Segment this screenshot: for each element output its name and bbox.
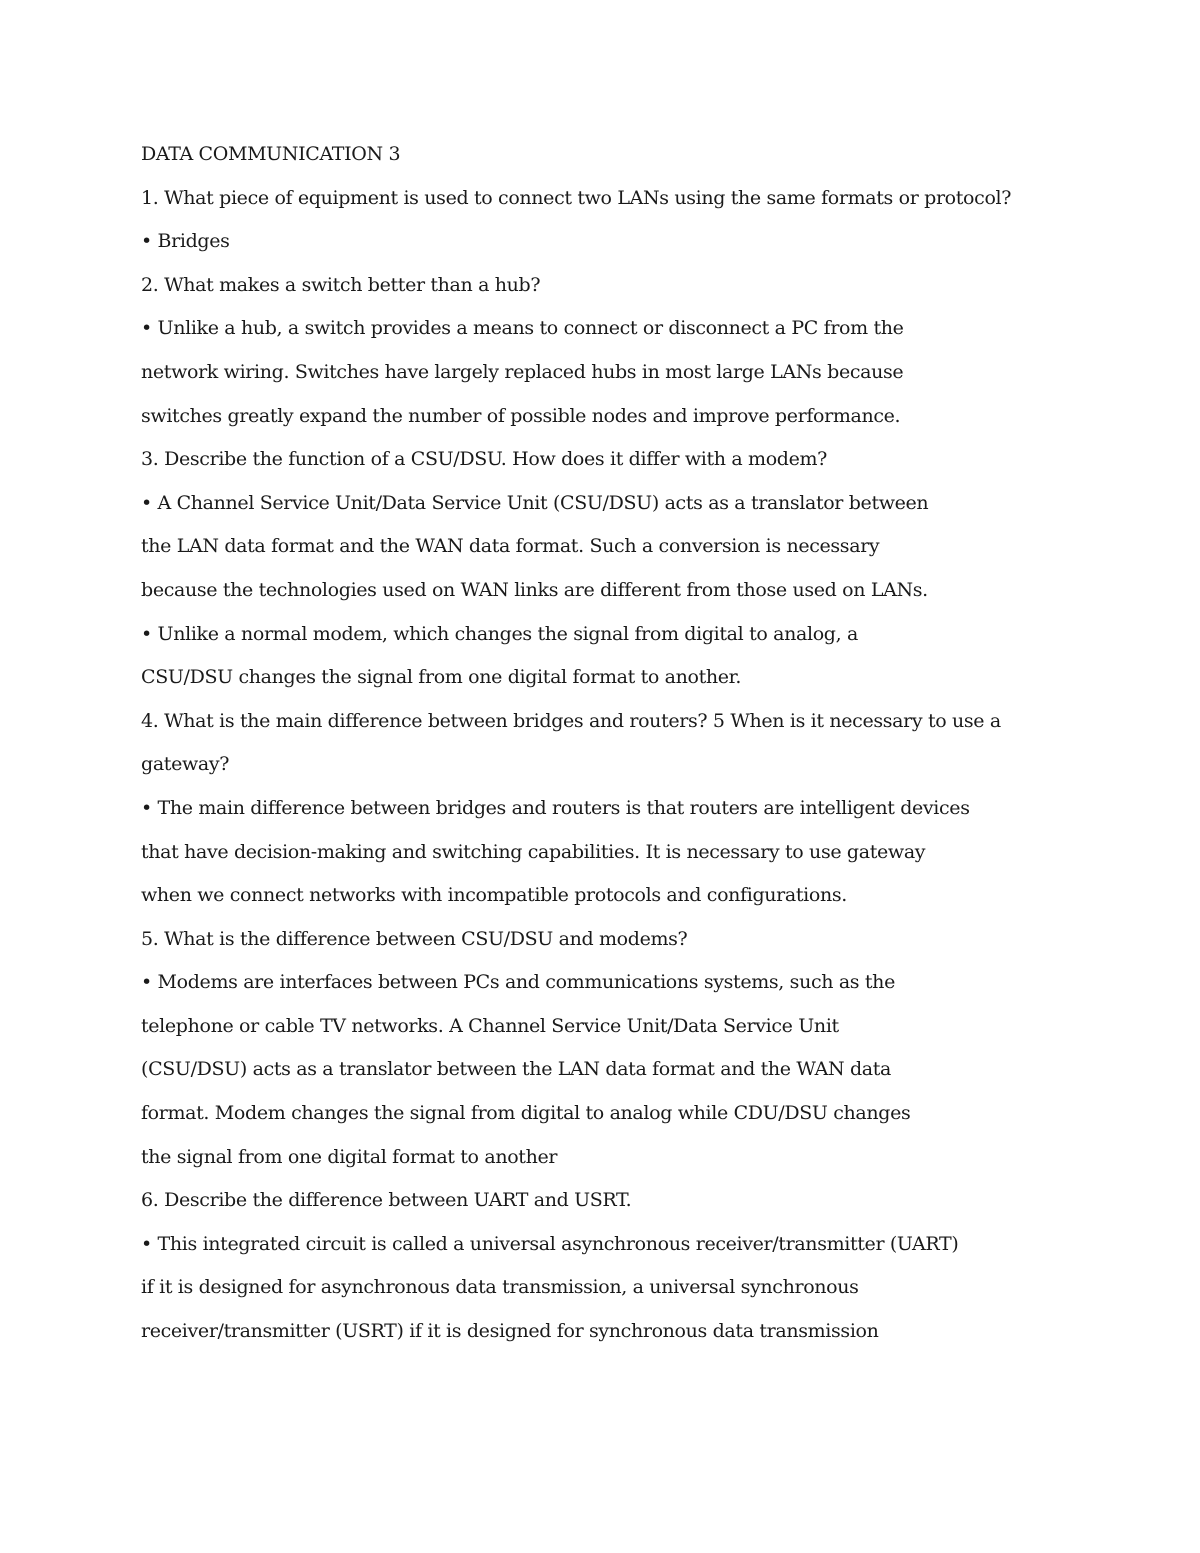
question-3: 3. Describe the function of a CSU/DSU. How does it differ with a modem? [141, 448, 828, 471]
question-6: 6. Describe the difference between UART and USRT. [141, 1189, 632, 1212]
document-body [141, 133, 1101, 1354]
answer-3-line-5: CSU/DSU changes the signal from one digital format to another. [141, 666, 742, 689]
question-1: 1. What piece of equipment is used to connect two LANs using the same formats or protocol? [141, 186, 1012, 209]
answer-1: • Bridges [141, 230, 230, 253]
answer-5-line-2: telephone or cable TV networks. A Channel Service Unit/Data Service Unit [141, 1014, 839, 1037]
answer-2-line-3: switches greatly expand the number of possible nodes and improve performance. [141, 404, 901, 427]
answer-3-line-4: • Unlike a normal modem, which changes the signal from digital to analog, a [141, 622, 858, 645]
answer-5-line-3: (CSU/DSU) acts as a translator between the LAN data format and the WAN data [141, 1058, 891, 1081]
answer-3-line-3: because the technologies used on WAN links are different from those used on LANs. [141, 578, 928, 601]
answer-3-line-1: • A Channel Service Unit/Data Service Unit (CSU/DSU) acts as a translator between [141, 491, 929, 514]
answer-4-line-3: when we connect networks with incompatible protocols and configurations. [141, 884, 847, 907]
answer-4-line-2: that have decision-making and switching capabilities. It is necessary to use gateway [141, 840, 926, 863]
question-2: 2. What makes a switch better than a hub? [141, 273, 541, 296]
question-4-line-1: 4. What is the main difference between bridges and routers? 5 When is it necessary to use a [141, 709, 1001, 732]
question-4-line-2: gateway? [141, 753, 230, 776]
document-title: DATA COMMUNICATION 3 [141, 143, 401, 165]
answer-3-line-2: the LAN data format and the WAN data format. Such a conversion is necessary [141, 535, 880, 558]
answer-6-line-3: receiver/transmitter (USRT) if it is designed for synchronous data transmission [141, 1320, 879, 1343]
answer-2-line-2: network wiring. Switches have largely replaced hubs in most large LANs because [141, 360, 904, 383]
answer-6-line-1: • This integrated circuit is called a universal asynchronous receiver/transmitter (UART) [141, 1232, 959, 1255]
answer-5-line-5: the signal from one digital format to another [141, 1145, 558, 1168]
answer-5-line-4: format. Modem changes the signal from digital to analog while CDU/DSU changes [141, 1102, 911, 1125]
answer-2-line-1: • Unlike a hub, a switch provides a means to connect or disconnect a PC from the [141, 317, 904, 340]
answer-4-line-1: • The main difference between bridges and routers is that routers are intelligent devices [141, 796, 970, 819]
question-5: 5. What is the difference between CSU/DSU and modems? [141, 927, 688, 950]
answer-6-line-2: if it is designed for asynchronous data transmission, a universal synchronous [141, 1276, 859, 1299]
answer-5-line-1: • Modems are interfaces between PCs and communications systems, such as the [141, 971, 895, 994]
